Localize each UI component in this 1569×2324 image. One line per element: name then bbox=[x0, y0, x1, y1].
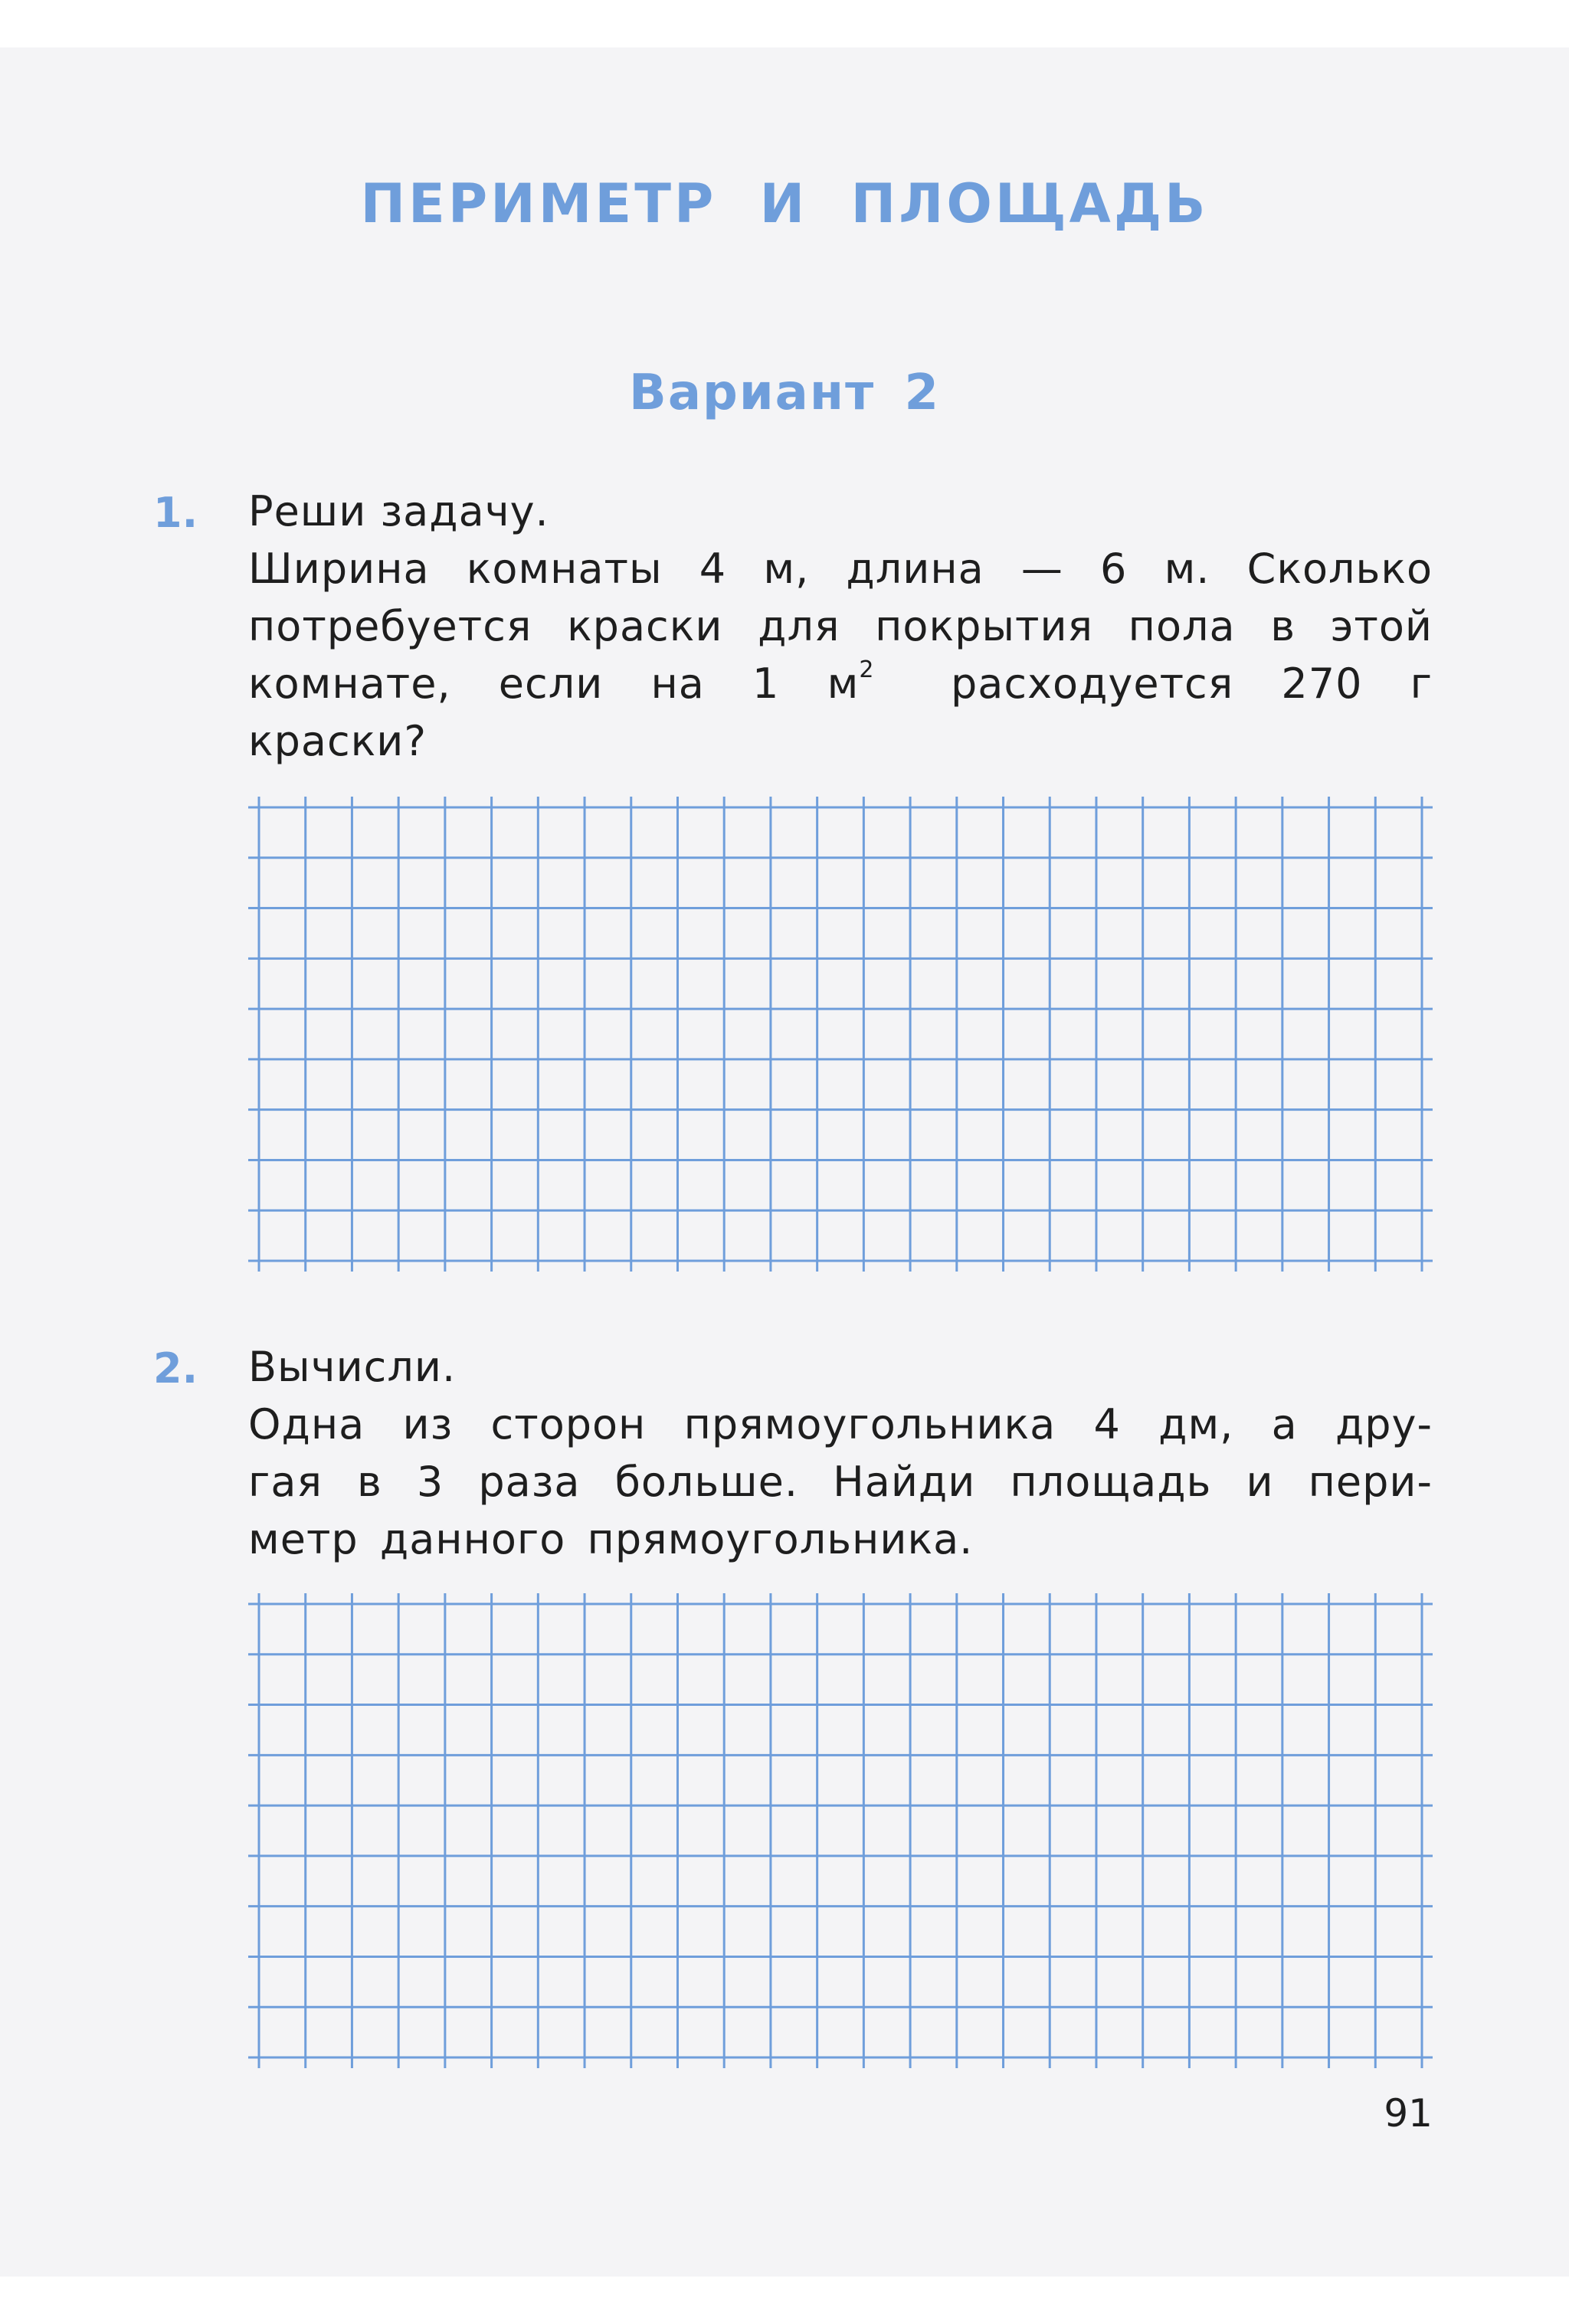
variant-heading: Вариант 2 bbox=[629, 365, 940, 421]
task-2-number: 2. bbox=[153, 1344, 198, 1393]
task-1-line-4: краски? bbox=[248, 717, 427, 765]
task-2-answer-grid[interactable] bbox=[248, 1593, 1433, 2068]
task-1-text bbox=[248, 483, 1433, 770]
page-title: ПЕРИМЕТР И ПЛОЩАДЬ bbox=[360, 172, 1209, 235]
task-1-line-3b: расходуется 270 г bbox=[951, 660, 1433, 708]
task-1-line-2: потребуется краски для покрытия пола в этой bbox=[248, 602, 1433, 650]
task-1-superscript: 2 bbox=[859, 656, 875, 683]
task-1-instruction: Реши задачу. bbox=[248, 487, 549, 535]
task-2-line-3: метр данного прямоугольника. bbox=[248, 1515, 974, 1563]
task-1-number: 1. bbox=[153, 489, 198, 537]
task-2-instruction: Вычисли. bbox=[248, 1343, 457, 1391]
task-1-line-3a: комнате, если на 1 м bbox=[248, 660, 860, 708]
task-1-line-3 bbox=[248, 655, 1433, 712]
task-1-line-1: Ширина комнаты 4 м, длина — 6 м. Сколько bbox=[248, 545, 1433, 593]
grid-lines-2 bbox=[248, 1593, 1433, 2068]
task-1-answer-grid[interactable] bbox=[248, 797, 1433, 1272]
grid-lines-1 bbox=[248, 797, 1433, 1272]
task-2-line-2: гая в 3 раза больше. Найди площадь и пери- bbox=[248, 1458, 1433, 1506]
page-number: 91 bbox=[1384, 2091, 1433, 2136]
task-2-text bbox=[248, 1338, 1433, 1568]
task-2-line-1: Одна из сторон прямоугольника 4 дм, а дру- bbox=[248, 1400, 1433, 1448]
